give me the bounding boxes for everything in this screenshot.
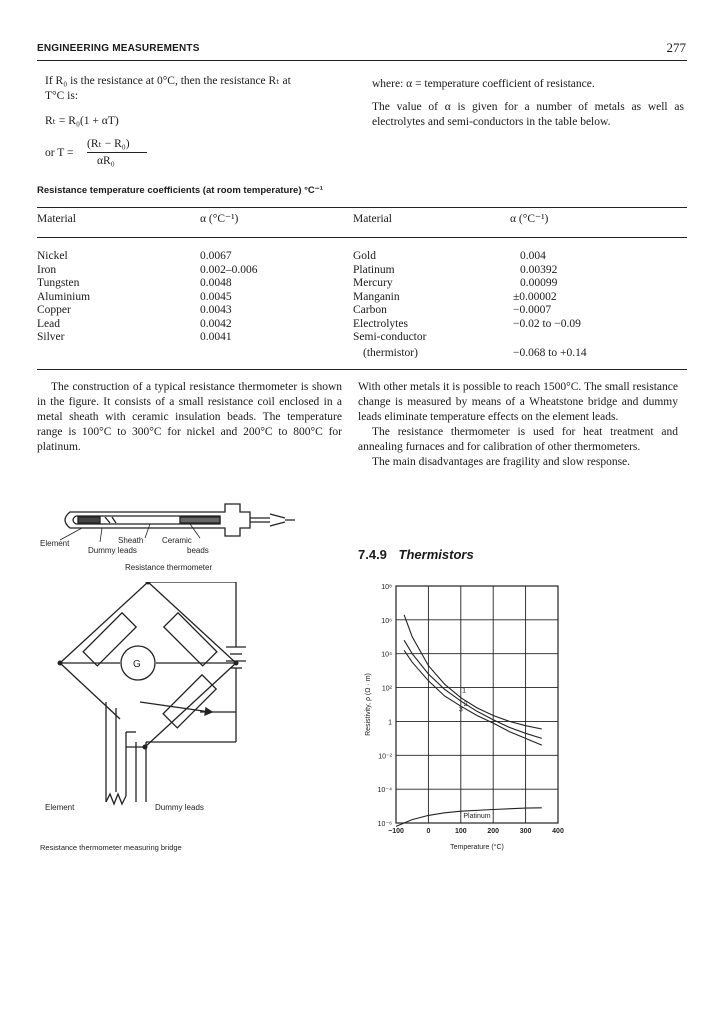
series-label: 2 — [463, 701, 468, 709]
alpha-cell: −0.068 to +0.14 — [513, 347, 587, 359]
alpha-values-note: The value of α is given for a number of metals as well as electrolytes and semi-conductors in the table below. — [372, 101, 684, 128]
paragraph-disadvantages: The main disadvantages are fragility and slow response. — [372, 456, 631, 468]
material-cell: Manganin — [353, 290, 400, 303]
alpha-cell: 0.0042 — [200, 317, 232, 330]
alpha-cell: 0.00392 — [520, 263, 558, 276]
alpha-cell: 0.0067 — [200, 250, 232, 262]
x-tick-label: 200 — [487, 828, 500, 835]
table-header-rule — [37, 237, 687, 238]
alpha-cell: 0.0045 — [200, 290, 232, 303]
element-coil — [78, 517, 100, 523]
bridge-resistor-variable — [163, 675, 216, 728]
paragraph-metals: With other metals it is possible to reach 1500°C. The small resistance change is measured by means of a Wheatstone bridge and dummy leads eliminate temperature effects on the element leads. — [358, 381, 678, 423]
material-cell: Carbon — [353, 304, 387, 316]
series-line-2 — [404, 640, 542, 738]
intro-line-2: T°C is: — [45, 90, 79, 102]
eq2-denominator: αR₀ — [97, 155, 115, 167]
header-alpha-2: α (°C⁻¹) — [510, 213, 549, 225]
header-material-2: Material — [353, 213, 392, 225]
table-title: Resistance temperature coefficients (at room temperature) °C⁻¹ — [37, 185, 323, 196]
alpha-definition: where: α = temperature coefficient of resistance. — [372, 78, 595, 90]
header-material-1: Material — [37, 213, 76, 225]
measuring-bridge-figure — [40, 582, 340, 857]
series-line-3 — [404, 650, 542, 745]
paragraph-uses: The resistance thermometer is used for heat treatment and annealing furnaces and for calibration of other thermometers. — [358, 426, 678, 453]
label-beads: beads — [187, 546, 209, 555]
alpha-cell: 0.004 — [520, 250, 546, 262]
series-label: 1 — [462, 687, 466, 695]
series-label: Platinum — [463, 812, 491, 820]
table-bottom-rule — [37, 369, 687, 370]
running-title: ENGINEERING MEASUREMENTS — [37, 43, 200, 54]
y-tick-label: 10⁸ — [381, 584, 392, 591]
variable-arrow — [140, 702, 210, 712]
table-top-rule — [37, 207, 687, 208]
material-cell: Silver — [37, 331, 65, 343]
y-tick-label: 10⁶ — [381, 617, 392, 625]
element-coil — [106, 794, 126, 804]
bridge-caption: Resistance thermometer measuring bridge — [40, 843, 182, 852]
bridge-element-label: Element — [45, 803, 75, 812]
bridge-resistor-top-left — [83, 613, 136, 666]
construction-paragraph: The construction of a typical resistance thermometer is shown in the figure. It consists of a small resistance coil enclosed in a metal sheath with ceramic insulation beads. The temperature range is 100°C to 300°C for nickel and 200°C to 800°C for platinum. — [37, 381, 342, 453]
label-dummy-leads: Dummy leads — [88, 546, 137, 555]
thermistor-chart — [358, 578, 573, 863]
x-tick-label: 400 — [552, 828, 564, 835]
section-heading — [358, 547, 474, 562]
alpha-cell: 0.00099 — [520, 277, 558, 289]
alpha-cell: ±0.00002 — [513, 290, 557, 303]
material-cell: (thermistor) — [363, 347, 418, 359]
alpha-cell: 0.0041 — [200, 331, 232, 343]
x-tick-label: 100 — [454, 828, 467, 835]
intro-right — [372, 77, 684, 130]
table-body — [37, 250, 687, 380]
label-element: Element — [40, 539, 70, 548]
material-cell: Iron — [37, 263, 57, 276]
y-tick-label: 10⁻² — [378, 753, 392, 761]
plot-frame — [396, 586, 558, 823]
material-cell: Tungsten — [37, 277, 80, 289]
material-cell: Copper — [37, 304, 71, 316]
material-cell: Mercury — [353, 277, 393, 289]
x-tick-label: 0 — [426, 828, 431, 835]
material-cell: Platinum — [353, 263, 395, 276]
alpha-cell: 0.002–0.006 — [200, 263, 258, 276]
eq2-prefix: or T = — [45, 147, 74, 159]
material-cell: Semi-conductor — [353, 331, 427, 343]
header-alpha-1: α (°C⁻¹) — [200, 213, 239, 225]
left-column-text — [37, 380, 342, 455]
bridge-dummy-label: Dummy leads — [155, 803, 204, 812]
section-number: 7.4.9 — [358, 547, 387, 562]
right-column-text — [358, 380, 678, 470]
x-tick-label: −100 — [388, 828, 404, 835]
header-rule — [37, 60, 687, 61]
equation-1: Rₜ = R₀(1 + αT) — [45, 115, 119, 127]
section-title: Thermistors — [398, 547, 474, 562]
label-sheath: Sheath — [118, 536, 144, 545]
equation-2 — [45, 137, 340, 171]
material-cell: Nickel — [37, 250, 68, 262]
resistance-thermometer-figure — [40, 492, 340, 572]
alpha-cell: −0.02 to −0.09 — [513, 317, 581, 330]
material-cell: Aluminium — [37, 290, 91, 303]
y-tick-label: 10⁻⁶ — [377, 821, 392, 828]
galvanometer-label: G — [133, 659, 141, 670]
y-tick-label: 10⁻⁴ — [377, 787, 392, 795]
lead-wires — [270, 514, 295, 526]
y-axis-label: Resistivity, ρ (Ω · m) — [365, 673, 372, 736]
y-tick-label: 10⁴ — [381, 651, 392, 659]
y-tick-label: 1 — [388, 719, 392, 727]
thermometer-caption: Resistance thermometer — [125, 563, 213, 572]
series-line-1 — [404, 615, 542, 729]
x-tick-label: 300 — [519, 828, 532, 835]
series-label: 3 — [458, 706, 463, 714]
material-cell: Gold — [353, 250, 376, 262]
intro-line-1: If R₀ is the resistance at 0°C, then the resistance Rₜ at — [45, 75, 291, 87]
y-tick-label: 10² — [381, 685, 392, 693]
eq2-fraction-bar — [87, 152, 147, 153]
alpha-cell: 0.0043 — [200, 304, 232, 316]
material-cell: Electrolytes — [353, 317, 408, 330]
alpha-cell: 0.0048 — [200, 277, 232, 289]
eq2-numerator: (Rₜ − R₀) — [87, 138, 130, 150]
label-ceramic: Ceramic — [162, 536, 192, 545]
page-number: 277 — [666, 40, 686, 55]
x-axis-label: Temperature (°C) — [450, 844, 504, 851]
material-cell: Lead — [37, 317, 60, 330]
alpha-cell: −0.0007 — [513, 304, 552, 316]
intro-left — [45, 74, 340, 171]
beads-block — [180, 517, 220, 523]
table-header-row — [37, 213, 687, 233]
